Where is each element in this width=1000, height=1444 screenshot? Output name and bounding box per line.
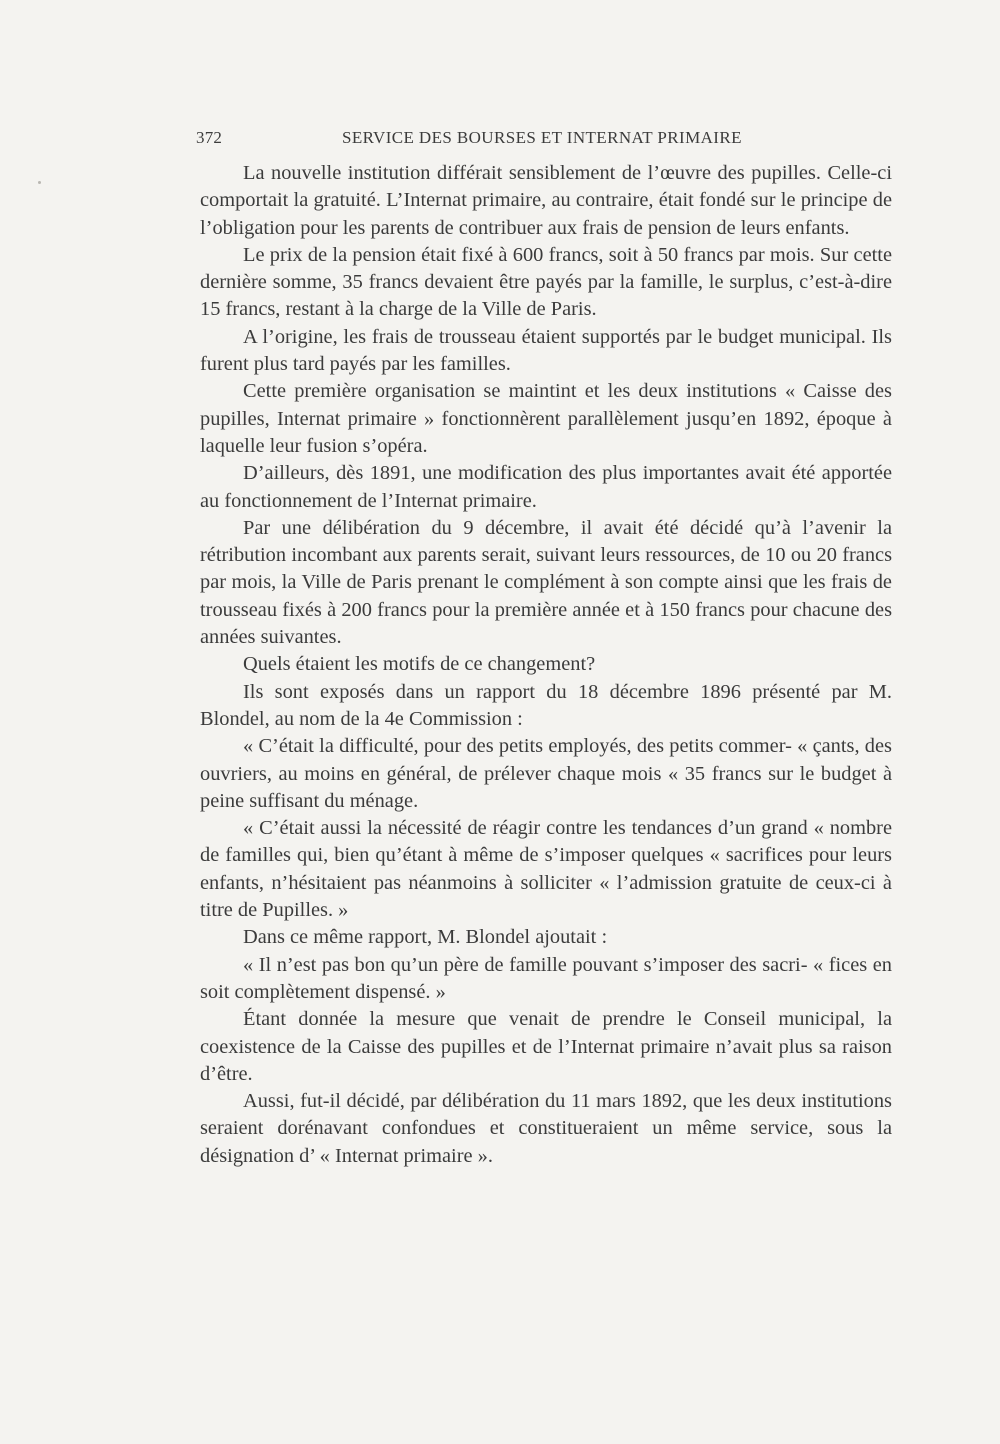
paragraph: Dans ce même rapport, M. Blondel ajoutait : bbox=[243, 926, 608, 949]
paragraph: Par une délibération du 9 décembre, il avait été décidé qu’à l’avenir la rétribution incombant aux parents serait, suivant leurs ressources, de 10 ou 20 francs par mois, la Ville de Paris prenant le complément à son compte ainsi que les frais de trousseau fixés à 200 francs pour la première année et à 150 francs pour chacune des années suivantes. bbox=[200, 516, 892, 649]
paragraph: Aussi, fut-il décidé, par délibération du 11 mars 1892, que les deux institutions seraient dorénavant confondues et constitueraient un même service, sous la désignation d’ « Internat primaire ». bbox=[200, 1090, 892, 1167]
paragraph: D’ailleurs, dès 1891, une modification des plus importantes avait été apportée au fonctionnement de l’Internat primaire. bbox=[200, 462, 892, 512]
quoted-paragraph: « C’était aussi la nécessité de réagir contre les tendances d’un grand « nombre de familles qui, bien qu’étant à même de s’imposer quelques « sacrifices pour leurs enfants, n’hésitaient pas néanmoins à solliciter « l’admission gratuite de ceux-ci à titre de Pupilles. » bbox=[200, 817, 892, 922]
paragraph: Ils sont exposés dans un rapport du 18 décembre 1896 présenté par M. Blondel, au nom de la 4e Commission : bbox=[200, 680, 892, 730]
paragraph: Quels étaient les motifs de ce changement? bbox=[243, 653, 596, 676]
body-text bbox=[200, 160, 892, 1170]
paragraph: Cette première organisation se maintint et les deux institutions « Caisse des pupilles, Internat primaire » fonctionnèrent parallèlement jusqu’en 1892, époque à laquelle leur fusion s’opéra. bbox=[200, 380, 892, 457]
paragraph: Le prix de la pension était fixé à 600 francs, soit à 50 francs par mois. Sur cette dernière somme, 35 francs devaient être payés par la famille, le surplus, c’est-à-dire 15 francs, restant à la charge de la Ville de Paris. bbox=[200, 243, 892, 321]
paragraph: La nouvelle institution différait sensiblement de l’œuvre des pupilles. Celle-ci comportait la gratuité. L’Internat primaire, au contraire, était fondé sur le principe de l’obligation pour les parents de contribuer aux frais de pension de leurs enfants. bbox=[200, 162, 892, 239]
quoted-paragraph: « C’était la difficulté, pour des petits employés, des petits commer- « çants, des ouvriers, au moins en général, de prélever chaque mois « 35 francs sur le budget à peine suffisant du ménage. bbox=[200, 735, 892, 812]
paragraph: Étant donnée la mesure que venait de prendre le Conseil municipal, la coexistence de la Caisse des pupilles et de l’Internat primaire n’avait plus sa raison d’être. bbox=[200, 1008, 892, 1085]
margin-speck bbox=[38, 181, 41, 184]
paragraph: A l’origine, les frais de trousseau étaient supportés par le budget municipal. Ils furent plus tard payés par les familles. bbox=[200, 325, 892, 376]
quoted-paragraph: « Il n’est pas bon qu’un père de famille pouvant s’imposer des sacri- « fices en soit complètement dispensé. » bbox=[200, 953, 892, 1003]
running-title: SERVICE DES BOURSES ET INTERNAT PRIMAIRE bbox=[342, 128, 742, 147]
page-number: 372 bbox=[196, 128, 223, 147]
running-header bbox=[196, 128, 896, 152]
